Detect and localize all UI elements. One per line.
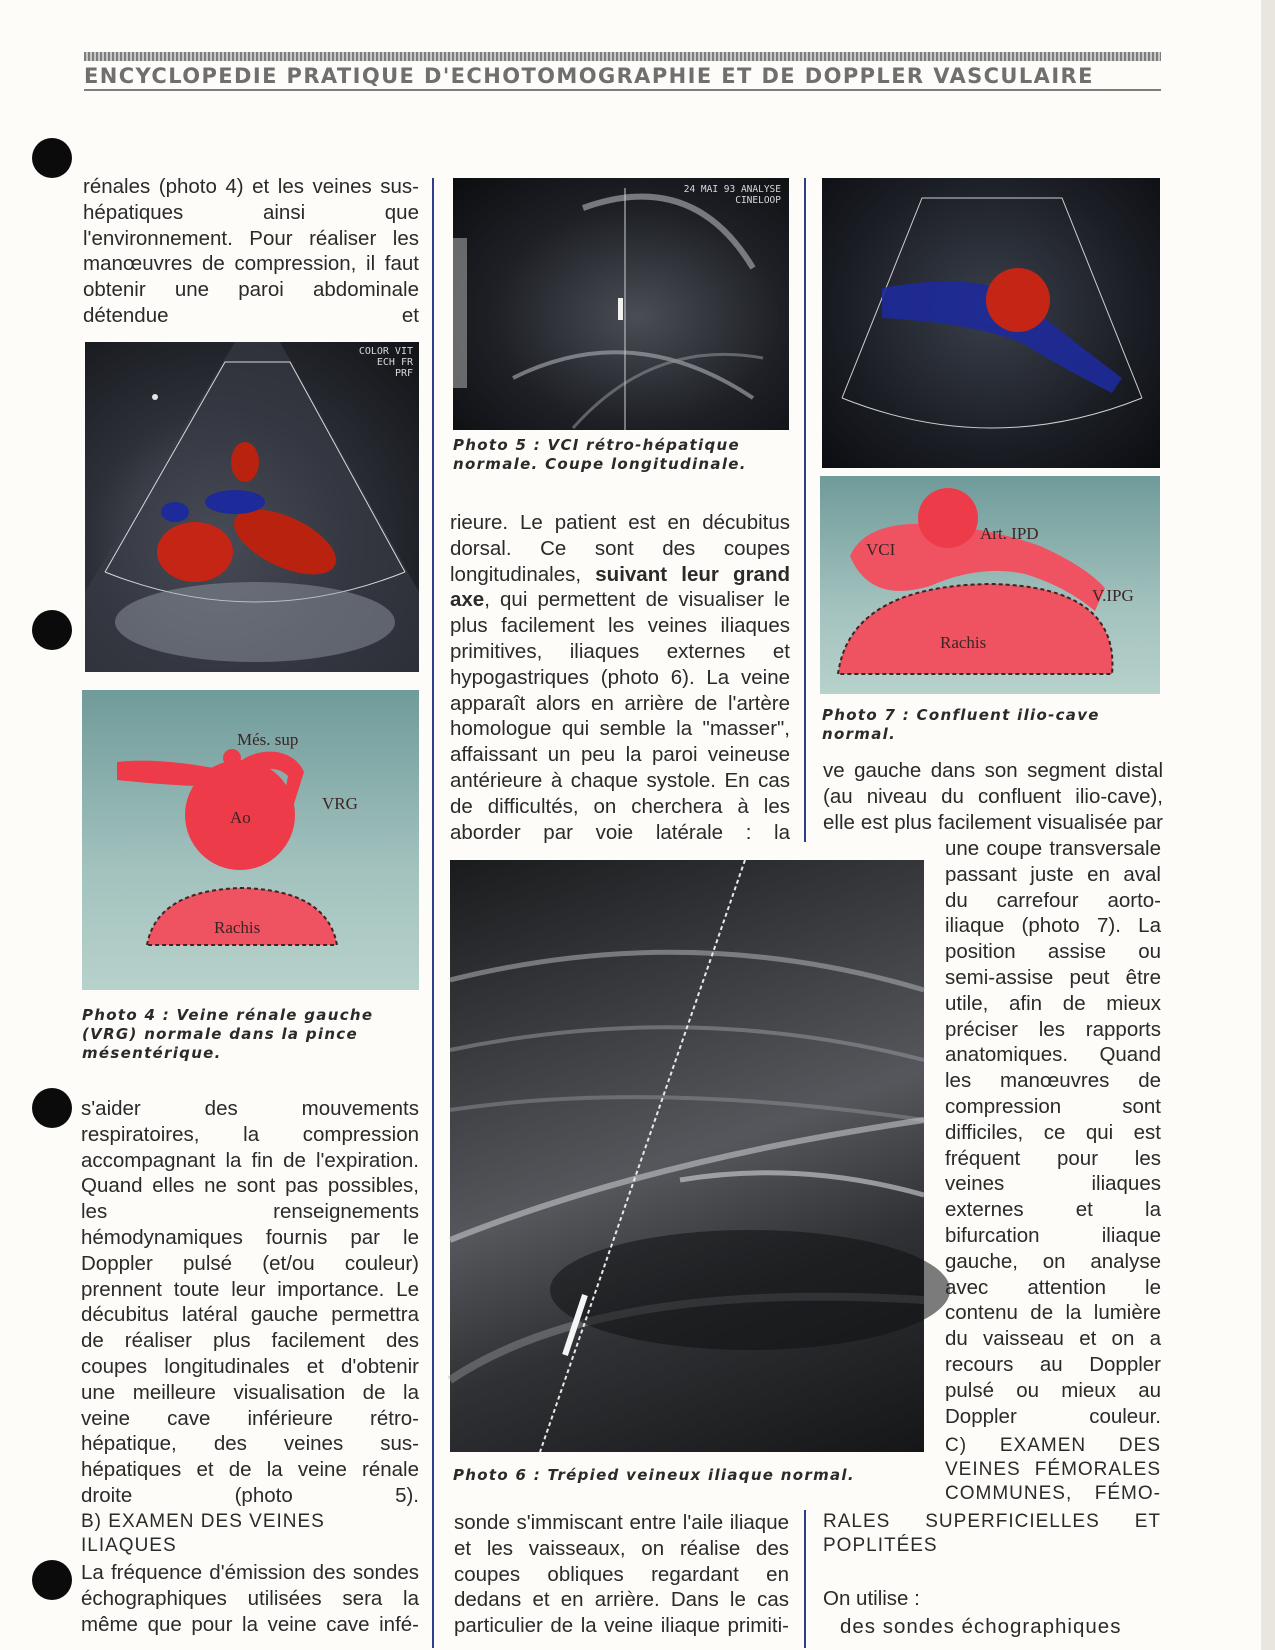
header-rule: [84, 52, 1161, 61]
label-art-ipd: Art. IPD: [980, 524, 1039, 543]
body-text-part: rieure. Le patient est en décubitus dorsal. Ce sont des coupes longitudinales,: [450, 511, 790, 586]
body-text: La fréquence d'émission des sondes échographiques utilisées sera la même que pour la veine cave infé-: [81, 1561, 419, 1636]
body-text: rénales (photo 4) et les veines sus-hépatiques ainsi que l'environnement. Pour réaliser les manœuvres de compression, il faut obtenir une paroi abdominale détendue et: [83, 175, 419, 327]
anatomy-diagram-graphic: [820, 476, 1160, 694]
page-edge: [1261, 0, 1275, 1650]
photo-5-ultrasound-image: [453, 178, 789, 430]
ultrasound-graphic: [450, 860, 924, 1452]
binder-hole: [32, 610, 72, 650]
photo-4-doppler-image: [85, 342, 419, 672]
photo-4-caption: Photo 4 : Veine rénale gauche (VRG) normale dans la pince mésentérique.: [82, 1006, 374, 1062]
column-rule: [804, 178, 806, 842]
photo-7-diagram: [820, 476, 1160, 694]
body-text: On utilise :: [823, 1587, 920, 1610]
photo-7-caption: Photo 7 : Confluent ilio-cave normal.: [822, 706, 1100, 743]
label-ao: Ao: [230, 808, 251, 827]
label-rachis: Rachis: [214, 918, 261, 937]
binder-hole: [32, 1088, 72, 1128]
body-text: ve gauche dans son segment distal (au niveau du confluent ilio-cave), elle est plus facilement visualisée par: [823, 759, 1163, 834]
binder-hole: [32, 1560, 72, 1600]
label-vrg: VRG: [322, 794, 358, 813]
photo-5-caption: Photo 5 : VCI rétro-hépatique normale. Coupe longitudinale.: [453, 436, 747, 473]
body-text-part: , qui permettent de visualiser le plus facilement les veines iliaques primitives, iliaques externes et hypogastriques (photo 6). La veine apparaît alors en arrière de l'artère homologue qui semble la "masser", affaissant un peu la paroi veineuse antérieure à chaque systole. En cas de difficultés, on cherchera à les aborder par voie latérale : la: [450, 588, 790, 844]
column-rule: [804, 1510, 806, 1648]
emphasis-text: suivant leur grand axe: [450, 562, 790, 612]
scanner-overlay-text: COLOR VIT ECH FR PRF: [358, 346, 413, 379]
body-text: des sondes échographiques: [840, 1615, 1122, 1638]
body-text: [450, 510, 790, 845]
section-heading-c-continued: RALES SUPERFICIELLES ET POPLITÉES: [823, 1511, 1161, 1556]
photo-6-ultrasound-image: [450, 860, 924, 1452]
photo-4-diagram: [82, 690, 419, 990]
photo-7-doppler-image: [822, 178, 1160, 468]
label-vci: VCI: [866, 540, 896, 559]
label-mes-sup: Més. sup: [237, 730, 299, 749]
photo-6-caption: Photo 6 : Trépied veineux iliaque normal.: [453, 1466, 855, 1484]
scanner-overlay-text: 24 MAI 93 ANALYSE CINELOOP: [683, 184, 781, 206]
doppler-scan-graphic: [85, 342, 419, 672]
doppler-scan-graphic: [822, 178, 1160, 468]
running-header: ENCYCLOPEDIE PRATIQUE D'ECHOTOMOGRAPHIE ET DE DOPPLER VASCULAIRE: [84, 64, 1094, 88]
body-text: une coupe transversale passant juste en aval du carrefour aorto-iliaque (photo 7). La position assise ou semi-assise peut être utile, afin de mieux préciser les rapports anatomiques. Quand les manœuvres de compression sont difficiles, ce qui est fréquent pour les veines iliaques externes et la bifurcation iliaque gauche, on analyse avec attention le contenu de la lumière du vaisseau et on a recours au Doppler pulsé ou mieux au Doppler couleur.: [945, 837, 1161, 1428]
body-text: s'aider des mouvements respiratoires, la compression accompagnant la fin de l'expiration. Quand elles ne sont pas possibles, les renseignements hémodynamiques fournis par le Doppler pulsé (et/ou couleur) prennent toute leur importance. Le décubitus latéral gauche permettra de réaliser plus facilement des coupes longitudinales et d'obtenir une meilleure visualisation de la veine cave inférieure rétro-hépatique, des veines sus-hépatiques et de la veine rénale droite (photo 5).: [81, 1097, 419, 1507]
binder-hole: [32, 138, 72, 178]
label-v-ipg: V.IPG: [1092, 586, 1134, 605]
header-underline: [84, 89, 1161, 91]
body-text: sonde s'immiscant entre l'aile iliaque et les vaisseaux, on réalise des coupes obliques regardant en dedans et en arrière. Dans le cas particulier de la veine iliaque primiti-: [454, 1511, 789, 1638]
section-heading-c: C) EXAMEN DES VEINES FÉMORALES COMMUNES, FÉMO-: [945, 1435, 1161, 1504]
column-rule: [432, 178, 434, 1648]
label-rachis: Rachis: [940, 633, 987, 652]
section-heading-b: B) EXAMEN DES VEINES ILIAQUES: [81, 1511, 325, 1556]
ultrasound-graphic: [453, 178, 789, 430]
